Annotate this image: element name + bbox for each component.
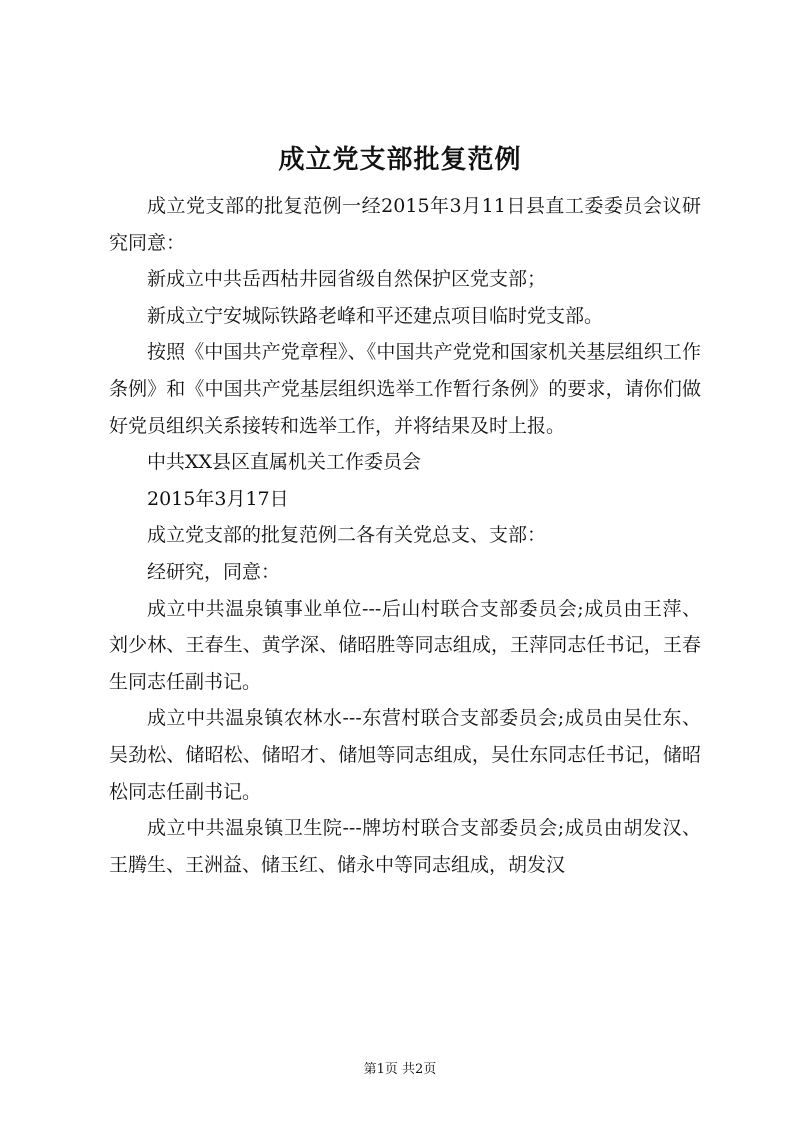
document-title: 成立党支部批复范例: [278, 145, 522, 175]
paragraph-dongying: 成立中共温泉镇农林水---东营村联合支部委员会;成员由吴仕东、吴劲松、储昭松、储昭才、储旭等同志组成，吴仕东同志任书记，储昭松同志任副书记。: [109, 707, 701, 803]
paragraph-date: 2015年3月17日: [147, 487, 289, 510]
paragraph-paifang: 成立中共温泉镇卫生院---牌坊村联合支部委员会;成员由胡发汉、王腾生、王洲益、储玉红、储永中等同志组成，胡发汉: [109, 817, 701, 876]
document-body: [109, 188, 701, 883]
paragraph-houshan: 成立中共温泉镇事业单位---后山村联合支部委员会;成员由王萍、刘少林、王春生、黄学深、储昭胜等同志组成，王萍同志任书记，王春生同志任副书记。: [109, 597, 701, 693]
paragraph-branch-1: 新成立中共岳西枯井园省级自然保护区党支部；: [147, 268, 547, 291]
page-footer: 第1页 共2页: [363, 1062, 437, 1077]
paragraph-branch-2: 新成立宁安城际铁路老峰和平还建点项目临时党支部。: [147, 304, 604, 327]
paragraph-instructions: 按照《中国共产党章程》、《中国共产党党和国家机关基层组织工作条例》和《中国共产党基层组织选举工作暂行条例》的要求，请你们做好党员组织关系接转和选举工作，并将结果及时上报。: [109, 341, 701, 437]
paragraph-example-two: 成立党支部的批复范例二各有关党总支、支部：: [147, 524, 547, 547]
paragraph-approval: 经研究，同意：: [147, 560, 281, 583]
paragraph-intro: 成立党支部的批复范例一经2015年3月11日县直工委委员会议研究同意：: [109, 195, 701, 254]
paragraph-issuer: 中共XX县区直属机关工作委员会: [147, 451, 422, 474]
